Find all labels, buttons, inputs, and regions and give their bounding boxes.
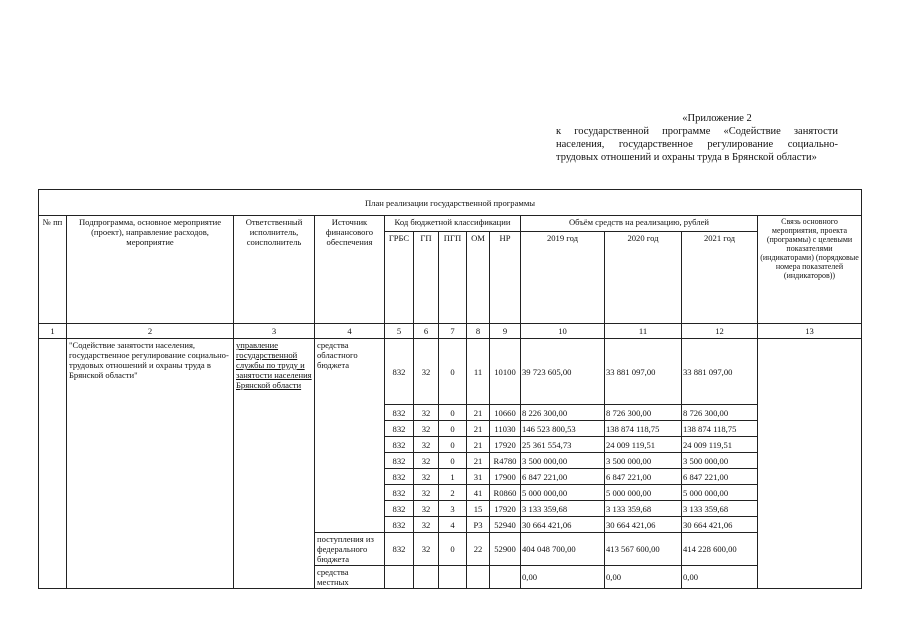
amount-2020: 8 726 300,00 bbox=[605, 405, 682, 421]
appendix-title: «Приложение 2 bbox=[682, 113, 752, 124]
col-number: 8 bbox=[467, 324, 490, 339]
col-number: 11 bbox=[605, 324, 682, 339]
header-np: НР bbox=[490, 232, 521, 324]
col-number: 7 bbox=[439, 324, 467, 339]
col-number: 6 bbox=[414, 324, 439, 339]
header-num: № пп bbox=[39, 216, 67, 324]
row-num-cell bbox=[39, 339, 67, 589]
om-cell: Р3 bbox=[467, 517, 490, 533]
amount-2020: 3 500 000,00 bbox=[605, 453, 682, 469]
plan-table bbox=[38, 189, 862, 589]
header-2019: 2019 год bbox=[521, 232, 605, 324]
amount-2021: 8 726 300,00 bbox=[682, 405, 758, 421]
header-source: Источник финансового обеспечения bbox=[315, 216, 385, 324]
grbs-cell: 832 bbox=[385, 453, 414, 469]
table-caption: План реализации государственной программы bbox=[39, 190, 862, 216]
gp-cell: 32 bbox=[414, 517, 439, 533]
col-number: 10 bbox=[521, 324, 605, 339]
gp-cell: 32 bbox=[414, 421, 439, 437]
pgp-cell: 0 bbox=[439, 533, 467, 566]
grbs-cell: 832 bbox=[385, 421, 414, 437]
grbs-cell: 832 bbox=[385, 339, 414, 405]
col-number: 5 bbox=[385, 324, 414, 339]
grbs-cell bbox=[385, 566, 414, 589]
gp-cell: 32 bbox=[414, 469, 439, 485]
col-number: 12 bbox=[682, 324, 758, 339]
amount-2020: 6 847 221,00 bbox=[605, 469, 682, 485]
amount-2020: 0,00 bbox=[605, 566, 682, 589]
gp-cell: 32 bbox=[414, 339, 439, 405]
gp-cell: 32 bbox=[414, 501, 439, 517]
program-name: "Содействие занятости населения, государственное регулирование социально-трудовых отношений и охраны труда в Брянской области" bbox=[67, 339, 234, 589]
om-cell: 41 bbox=[467, 485, 490, 501]
gp-cell: 32 bbox=[414, 485, 439, 501]
executor-name: управление государственной службы по труду и занятости населения Брянской области bbox=[236, 340, 312, 390]
grbs-cell: 832 bbox=[385, 501, 414, 517]
amount-2019: 25 361 554,73 bbox=[521, 437, 605, 453]
amount-2020: 413 567 600,00 bbox=[605, 533, 682, 566]
header-om: ОМ bbox=[467, 232, 490, 324]
pgp-cell: 0 bbox=[439, 339, 467, 405]
header-grbs: ГРБС bbox=[385, 232, 414, 324]
amount-2019: 8 226 300,00 bbox=[521, 405, 605, 421]
np-cell: 17900 bbox=[490, 469, 521, 485]
source-local: средства местных bbox=[315, 566, 385, 589]
om-cell: 21 bbox=[467, 437, 490, 453]
source-regional: средства областного бюджета bbox=[315, 339, 385, 533]
column-number-row bbox=[39, 324, 862, 339]
np-cell: 17920 bbox=[490, 501, 521, 517]
pgp-cell: 0 bbox=[439, 421, 467, 437]
grbs-cell: 832 bbox=[385, 437, 414, 453]
pgp-cell: 2 bbox=[439, 485, 467, 501]
amount-2019: 30 664 421,06 bbox=[521, 517, 605, 533]
amount-2020: 138 874 118,75 bbox=[605, 421, 682, 437]
amount-2019: 146 523 800,53 bbox=[521, 421, 605, 437]
col-number: 4 bbox=[315, 324, 385, 339]
amount-2021: 24 009 119,51 bbox=[682, 437, 758, 453]
np-cell: 10660 bbox=[490, 405, 521, 421]
om-cell: 15 bbox=[467, 501, 490, 517]
pgp-cell: 1 bbox=[439, 469, 467, 485]
gp-cell: 32 bbox=[414, 405, 439, 421]
pgp-cell: 3 bbox=[439, 501, 467, 517]
header-link: Связь основного мероприятия, проекта (программы) с целевыми показателями (индикаторами) (порядковые номера показателей (индикаторов)) bbox=[758, 216, 862, 324]
table-row bbox=[39, 339, 862, 405]
link-cell bbox=[758, 339, 862, 589]
col-number: 13 bbox=[758, 324, 862, 339]
appendix-header bbox=[556, 112, 838, 164]
amount-2019: 3 133 359,68 bbox=[521, 501, 605, 517]
col-number: 9 bbox=[490, 324, 521, 339]
amount-2019: 404 048 700,00 bbox=[521, 533, 605, 566]
header-2020: 2020 год bbox=[605, 232, 682, 324]
np-cell: R0860 bbox=[490, 485, 521, 501]
np-cell: 11030 bbox=[490, 421, 521, 437]
pgp-cell: 4 bbox=[439, 517, 467, 533]
pgp-cell: 0 bbox=[439, 453, 467, 469]
np-cell bbox=[490, 566, 521, 589]
gp-cell: 32 bbox=[414, 453, 439, 469]
np-cell: 52900 bbox=[490, 533, 521, 566]
header-gp: ГП bbox=[414, 232, 439, 324]
grbs-cell: 832 bbox=[385, 517, 414, 533]
amount-2021: 414 228 600,00 bbox=[682, 533, 758, 566]
amount-2019: 39 723 605,00 bbox=[521, 339, 605, 405]
amount-2021: 30 664 421,06 bbox=[682, 517, 758, 533]
grbs-cell: 832 bbox=[385, 485, 414, 501]
header-funds: Объём средств на реализацию, рублей bbox=[521, 216, 758, 232]
amount-2019: 6 847 221,00 bbox=[521, 469, 605, 485]
amount-2020: 3 133 359,68 bbox=[605, 501, 682, 517]
gp-cell: 32 bbox=[414, 437, 439, 453]
grbs-cell: 832 bbox=[385, 405, 414, 421]
amount-2019: 5 000 000,00 bbox=[521, 485, 605, 501]
amount-2020: 5 000 000,00 bbox=[605, 485, 682, 501]
amount-2020: 33 881 097,00 bbox=[605, 339, 682, 405]
om-cell: 21 bbox=[467, 405, 490, 421]
amount-2021: 33 881 097,00 bbox=[682, 339, 758, 405]
source-federal: поступления из федерального бюджета bbox=[315, 533, 385, 566]
appendix-body: к государственной программе «Содействие занятости населения, государственное регулирование социально-трудовых отношений и охраны труда в Брянской области» bbox=[556, 126, 838, 163]
amount-2021: 138 874 118,75 bbox=[682, 421, 758, 437]
col-number: 3 bbox=[234, 324, 315, 339]
amount-2019: 3 500 000,00 bbox=[521, 453, 605, 469]
amount-2021: 6 847 221,00 bbox=[682, 469, 758, 485]
np-cell: R4780 bbox=[490, 453, 521, 469]
amount-2021: 0,00 bbox=[682, 566, 758, 589]
header-pgp: ПГП bbox=[439, 232, 467, 324]
om-cell: 21 bbox=[467, 421, 490, 437]
header-budget-code: Код бюджетной классификации bbox=[385, 216, 521, 232]
pgp-cell: 0 bbox=[439, 405, 467, 421]
pgp-cell: 0 bbox=[439, 437, 467, 453]
np-cell: 17920 bbox=[490, 437, 521, 453]
col-number: 1 bbox=[39, 324, 67, 339]
amount-2021: 3 133 359,68 bbox=[682, 501, 758, 517]
col-number: 2 bbox=[67, 324, 234, 339]
gp-cell: 32 bbox=[414, 533, 439, 566]
np-cell: 52940 bbox=[490, 517, 521, 533]
np-cell: 10100 bbox=[490, 339, 521, 405]
header-executor: Ответственный исполнитель, соисполнитель bbox=[234, 216, 315, 324]
om-cell: 22 bbox=[467, 533, 490, 566]
grbs-cell: 832 bbox=[385, 533, 414, 566]
amount-2020: 30 664 421,06 bbox=[605, 517, 682, 533]
amount-2019: 0,00 bbox=[521, 566, 605, 589]
gp-cell bbox=[414, 566, 439, 589]
pgp-cell bbox=[439, 566, 467, 589]
om-cell: 31 bbox=[467, 469, 490, 485]
grbs-cell: 832 bbox=[385, 469, 414, 485]
header-2021: 2021 год bbox=[682, 232, 758, 324]
header-subprogram: Подпрограмма, основное мероприятие (проект), направление расходов, мероприятие bbox=[67, 216, 234, 324]
amount-2021: 5 000 000,00 bbox=[682, 485, 758, 501]
om-cell bbox=[467, 566, 490, 589]
amount-2021: 3 500 000,00 bbox=[682, 453, 758, 469]
amount-2020: 24 009 119,51 bbox=[605, 437, 682, 453]
om-cell: 11 bbox=[467, 339, 490, 405]
om-cell: 21 bbox=[467, 453, 490, 469]
